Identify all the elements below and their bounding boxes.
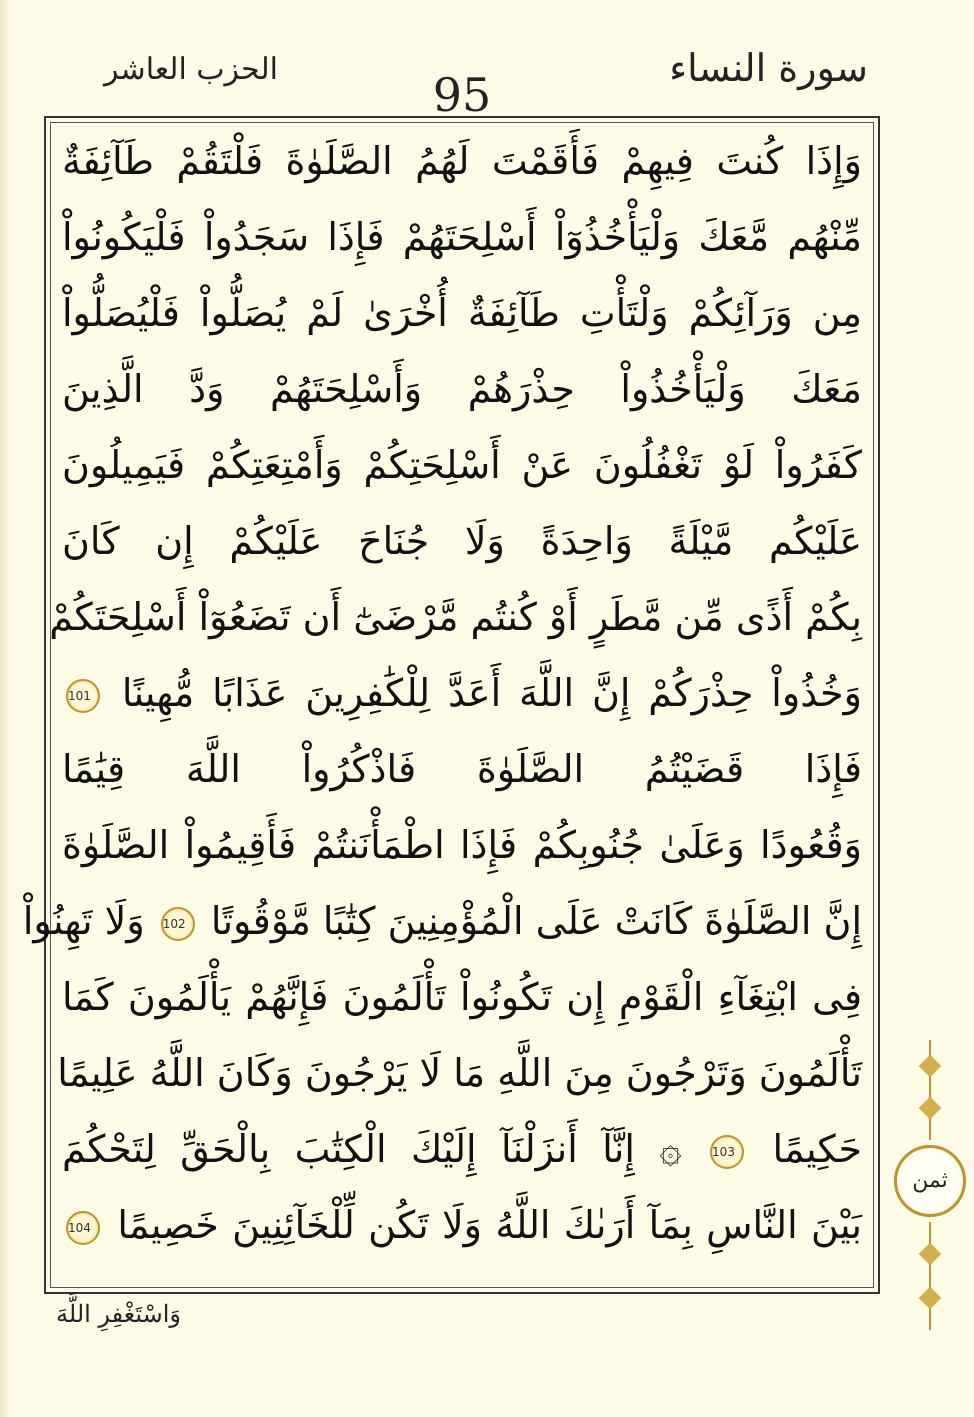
verse-line [62,430,862,500]
ayah-number-marker: 103 [710,1135,744,1169]
verse-line [57,1038,862,1108]
thumn-label: ثمن [912,1168,948,1193]
line-text: مِن وَرَآئِكُمْ وَلْتَأْتِ طَآئِفَةٌ أُخْرَىٰ لَمْ يُصَلُّواْ فَلْيُصَلُّواْ [62,291,862,335]
line-text: بَيْنَ النَّاسِ بِمَآ أَرَىٰكَ اللَّهُ وَلَا تَكُن لِّلْخَآئِنِينَ خَصِيمًا [117,1203,862,1247]
thumn-medallion-icon [894,1145,966,1217]
surah-name: سورة النساء [669,46,868,90]
ornament-diamond-icon [919,1097,942,1120]
verse-lines [22,126,862,1286]
verse-line [49,582,862,652]
verse-line [62,506,862,576]
line-text: وَخُذُواْ حِذْرَكُمْ إِنَّ اللَّهَ أَعَدَّ لِلْكَٰفِرِينَ عَذَابًا مُّهِينًا [121,671,862,715]
line-text: فَإِذَا قَضَيْتُمُ الصَّلَوٰةَ فَاذْكُرُواْ اللَّهَ قِيَٰمًا [62,747,862,791]
page-edge-shadow [0,0,10,1417]
verse-line [62,354,862,424]
line-text: مَعَكَ وَلْيَأْخُذُواْ حِذْرَهُمْ وَأَسْلِحَتَهُمْ وَدَّ الَّذِينَ [62,367,862,411]
ayah-number-marker: 101 [66,679,100,713]
line-text: مِّنْهُم مَّعَكَ وَلْيَأْخُذُوٓاْ أَسْلِحَتَهُمْ فَإِذَا سَجَدُواْ فَلْيَكُونُواْ [62,215,862,259]
line-text: وَقُعُودًا وَعَلَىٰ جُنُوبِكُمْ فَإِذَا اطْمَأْنَنتُمْ فَأَقِيمُواْ الصَّلَوٰةَ [62,823,862,867]
line-text: بِكُمْ أَذًى مِّن مَّطَرٍ أَوْ كُنتُم مَّرْضَىٰٓ أَن تَضَعُوٓاْ أَسْلِحَتَكُمْ [49,595,862,639]
ayah-number-marker: 104 [66,1211,100,1245]
ayah-number-marker: 102 [161,907,195,941]
verse-line [62,962,862,1032]
verse-line [62,202,862,272]
line-text: كَفَرُواْ لَوْ تَغْفُلُونَ عَنْ أَسْلِحَتِكُمْ وَأَمْتِعَتِكُمْ فَيَمِيلُونَ [62,443,862,487]
line-text-after: وَلَا تَهِنُواْ [22,899,145,943]
thumn-margin-marker [886,1040,974,1330]
ornament-diamond-icon [919,1055,942,1078]
verse-line [62,1190,862,1260]
verse-line [22,886,862,956]
line-text: حَكِيمًا [772,1127,862,1171]
line-text: وَإِذَا كُنتَ فِيهِمْ فَأَقَمْتَ لَهُمُ الصَّلَوٰةَ فَلْتَقُمْ طَآئِفَةٌ [62,139,862,183]
verse-line [62,1114,862,1184]
verse-line [62,126,862,196]
page-number: 95 [432,68,492,122]
verse-line [62,810,862,880]
line-text: تَأْلَمُونَ وَتَرْجُونَ مِنَ اللَّهِ مَا لَا يَرْجُونَ وَكَانَ اللَّهُ عَلِيمًا [57,1051,862,1095]
line-text: إِنَّ الصَّلَوٰةَ كَانَتْ عَلَى الْمُؤْمِنِينَ كِتَٰبًا مَّوْقُوتًا [210,899,862,943]
ornament-diamond-icon [919,1243,942,1266]
hizb-name: الحزب العاشر [104,52,278,87]
page-header [44,40,880,122]
verse-line [62,278,862,348]
line-text: عَلَيْكُم مَّيْلَةً وَاحِدَةً وَلَا جُنَاحَ عَلَيْكُمْ إِن كَانَ [62,519,862,563]
verse-line [62,734,862,804]
catchword: وَاسْتَغْفِرِ اللَّهَ [56,1300,181,1328]
ornament-diamond-icon [919,1287,942,1310]
ornament-line-icon [929,1222,931,1330]
line-text: فِى ابْتِغَآءِ الْقَوْمِ إِن تَكُونُواْ تَأْلَمُونَ فَإِنَّهُمْ يَأْلَمُونَ كَمَا [62,975,862,1019]
verse-line [62,658,862,728]
line-text-after: ۞ إِنَّآ أَنزَلْنَآ إِلَيْكَ الْكِتَٰبَ بِالْحَقِّ لِتَحْكُمَ [62,1127,682,1171]
